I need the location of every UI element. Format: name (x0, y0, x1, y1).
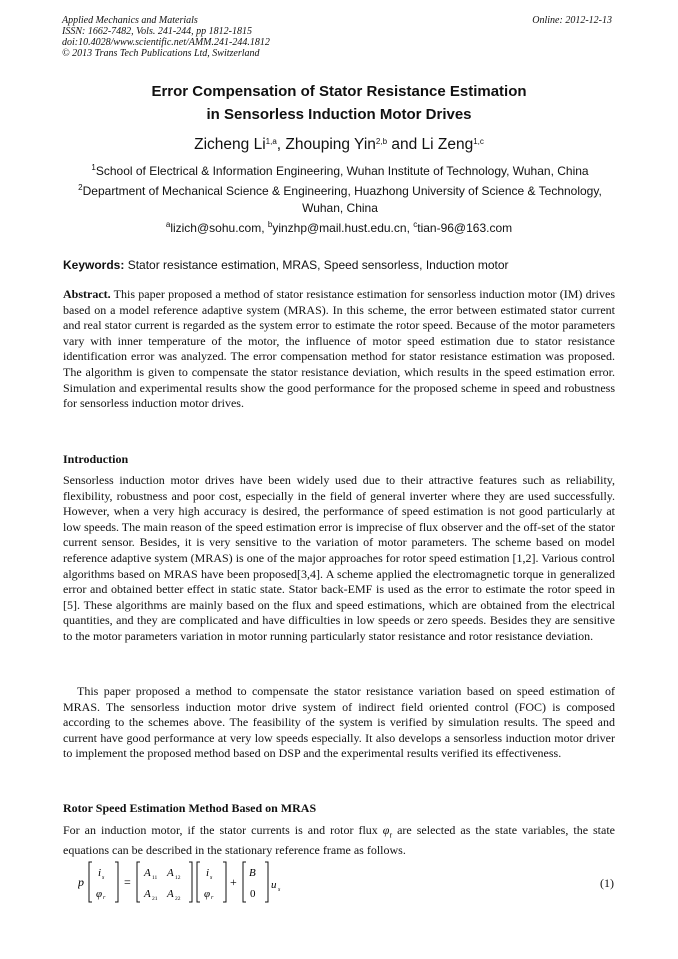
author-sup: 1,a (265, 137, 277, 146)
keywords-label: Keywords: (63, 258, 125, 272)
email-list (40, 220, 638, 237)
author-sup: 2,b (375, 137, 388, 146)
keywords (63, 257, 615, 274)
author-name: Zicheng Li (194, 136, 266, 153)
email-sup: a (165, 220, 171, 229)
eq-a11-sub: 11 (152, 875, 158, 881)
journal-doi: doi:10.4028/www.scientific.net/AMM.241-244.1812 (62, 37, 270, 48)
author-name: Li Zeng (421, 136, 474, 153)
eq-equals: = (124, 875, 131, 889)
email-address: tian-96@163.com (417, 221, 513, 235)
paper-title-line-2: in Sensorless Induction Motor Drives (206, 106, 472, 123)
author-list (40, 135, 638, 155)
journal-issn: ISSN: 1662-7482, Vols. 241-244, pp 1812-1815 (62, 26, 252, 37)
abstract-label: Abstract. (63, 287, 111, 301)
eq-lhs-1: i (98, 867, 102, 879)
paper-title-line-1: Error Compensation of Stator Resistance Estimation (151, 83, 527, 100)
introduction-paragraph-1: Sensorless induction motor drives have been widely used due to their attractive features such as reliability, flexibility, robustness and poor cost, especially in the field of general inverter where they are used successfully. However, when a very high accuracy is desired, the performance of speed estimation is not good particularly at low speeds. The main reason of the speed estimation error is imprecise of flux observer and the off-set of the stator current sensor. Besides, it is very sensitive to the variation of motor parameters. The scheme based on model reference adaptive system (MRAS) is one of the major approaches for rotor speed estimation [1,2]. Various control algorithms based on MRAS have been proposed[3,4]. A scheme applied the electromagnetic torque in generalized error and obtained better effect in static state. Stator back-EMF is used as the error to estimate the rotor speed in [5]. These algorithms are mainly based on the flux and speed estimations, which are obtained from the electrical quantities, and they are complicated and have difficulties in low speeds or zero speeds. Besides they are sensitive to the motor parameters variation in motor running particularly stator resistance and rotor resistance deviation. (63, 473, 615, 643)
affiliation-2 (60, 183, 620, 217)
author-separator: and (387, 136, 422, 153)
eq-a12: A (167, 867, 174, 879)
email-sup: c (413, 220, 418, 229)
eq-a21-sub: 21 (152, 896, 158, 902)
rotor-text-after: are selected as the state variables, the state equations can be described in the stationary reference frame as follows. (63, 823, 616, 857)
eq-lhs-2: φ (96, 888, 103, 900)
eq-operator-p: p (78, 875, 84, 889)
journal-name: Applied Mechanics and Materials (62, 15, 198, 26)
author-separator: , (276, 136, 286, 153)
email-address: lizich@sohu.com, (170, 221, 268, 235)
author-name: Zhouping Yin (285, 136, 376, 153)
introduction-heading: Introduction (63, 452, 129, 466)
keywords-text: Stator resistance estimation, MRAS, Speed sensorless, Induction motor (124, 258, 509, 272)
eq-a11: A (144, 867, 151, 879)
journal-header (62, 15, 270, 59)
eq-u: u (271, 879, 277, 891)
eq-x-2-sub: r (211, 895, 214, 901)
paper-title (40, 80, 638, 126)
author-sup: 1,c (473, 137, 484, 146)
eq-plus: + (230, 875, 237, 889)
state-equation (78, 860, 618, 904)
eq-u-sub: s (278, 887, 281, 893)
rotor-speed-heading: Rotor Speed Estimation Method Based on MRAS (63, 801, 317, 815)
introduction-paragraph-2: This paper proposed a method to compensate the stator resistance variation based on speed estimation of MRAS. The sensorless induction motor drive system of indirect field oriented control (FOC) is composed according to the schemes above. The feasibility of the system is verified by simulation results. The speed and current have good performance at very low speeds especially. It also develops a sensorless induction motor driver to implement the proposed method based on DSP and the experimental results verified its effectiveness. (63, 684, 615, 761)
affiliation-sup: 2 (78, 183, 83, 192)
rotor-flux-symbol: φ (382, 823, 390, 837)
rotor-text-before: For an induction motor, if the stator currents is and rotor flux (63, 823, 383, 837)
eq-a21: A (144, 888, 151, 900)
rotor-flux-sub: r (389, 830, 393, 840)
eq-x-1-sub: s (210, 875, 213, 881)
affiliation-1 (60, 163, 620, 180)
email-sup: b (267, 220, 273, 229)
email-address: yinzhp@mail.hust.edu.cn, (272, 221, 414, 235)
eq-x-1: i (206, 867, 210, 879)
abstract (63, 287, 615, 412)
eq-a22-sub: 22 (175, 896, 181, 902)
eq-b-2: 0 (250, 888, 256, 900)
equation-number: (1) (600, 876, 614, 890)
journal-copyright: © 2013 Trans Tech Publications Ltd, Switzerland (62, 48, 260, 59)
eq-a12-sub: 12 (175, 875, 181, 881)
abstract-text: This paper proposed a method of stator resistance estimation for sensorless induction motor (IM) drives based on a model reference adaptive system (MRAS). In this scheme, the error between estimated stator current and real stator current is regarded as the system error to estimate the rotor speed. Because of the motor parameters vary with inner temperature of the motor, the influence of motor speed estimation due to stator resistance identification error was analyzed. The error compensation method for stator resistance estimation was proposed. The algorithm is given to compensate the stator resistance deviation, which results in the speed estimation error. Simulation and experimental results show the good performance for the proposed scheme in speed and robustness for sensorless induction motor drives. (63, 287, 615, 411)
rotor-speed-paragraph (63, 823, 615, 859)
affiliation-text: Department of Mechanical Science & Engineering, Huazhong University of Science & Technology, Wuhan, China (82, 184, 602, 215)
eq-b-1: B (249, 867, 256, 879)
eq-lhs-2-sub: r (103, 895, 106, 901)
online-date: Online: 2012-12-13 (532, 15, 612, 26)
eq-a22: A (167, 888, 174, 900)
eq-x-2: φ (204, 888, 211, 900)
affiliation-text: School of Electrical & Information Engineering, Wuhan Institute of Technology, Wuhan, China (95, 164, 589, 178)
affiliation-sup: 1 (91, 163, 96, 172)
eq-lhs-1-sub: s (102, 875, 105, 881)
